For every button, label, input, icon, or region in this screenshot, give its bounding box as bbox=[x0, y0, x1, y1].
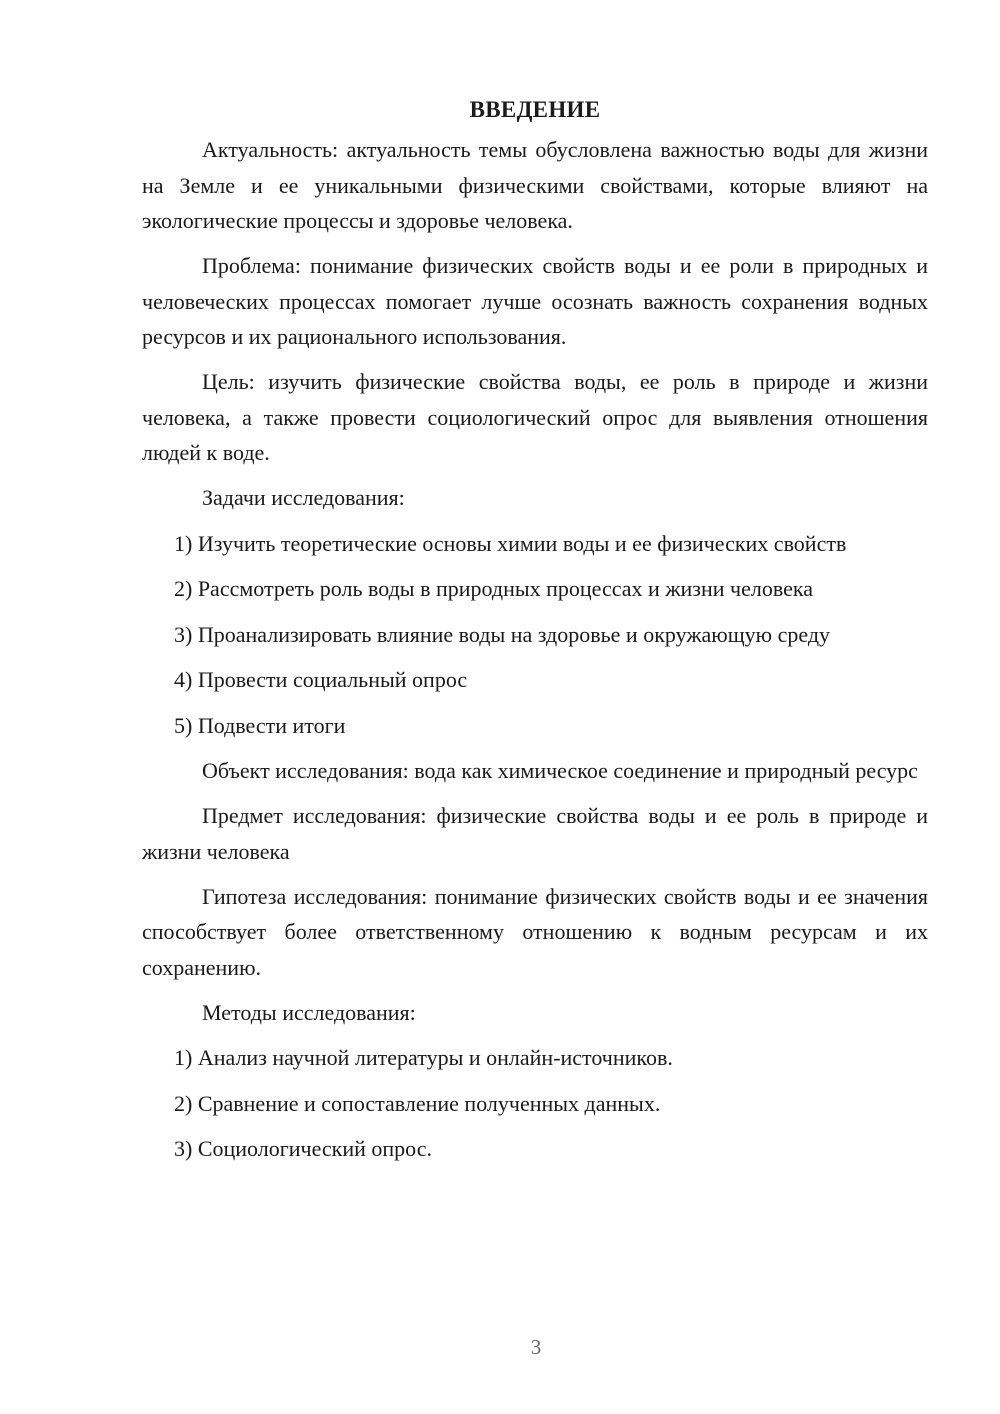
tasks-label: Задачи исследования: bbox=[202, 485, 405, 510]
methods-list bbox=[142, 1040, 928, 1167]
section-heading: ВВЕДЕНИЕ bbox=[469, 97, 601, 122]
methods-label: Методы исследования: bbox=[202, 999, 416, 1025]
page-number: 3 bbox=[530, 1335, 542, 1359]
list-item: 5) Подвести итоги bbox=[174, 712, 346, 738]
relevance-paragraph: Актуальность: актуальность темы обусловлена важностью воды для жизни на Земле и ее уникальными физическими свойствами, которые влияют на экологические процессы и здоровье человека. bbox=[142, 137, 928, 233]
list-item: 3) Социологический опрос. bbox=[174, 1136, 432, 1161]
list-item: 3) Проанализировать влияние воды на здоровье и окружающую среду bbox=[174, 621, 831, 647]
goal-paragraph: Цель: изучить физические свойства воды, ее роль в природе и жизни человека, а также провести социологический опрос для выявления отношения людей к воде. bbox=[142, 369, 928, 465]
list-item: 1) Изучить теоретические основы химии воды и ее физических свойств bbox=[174, 530, 847, 556]
hypothesis-paragraph: Гипотеза исследования: понимание физических свойств воды и ее значения способствует более ответственному отношению к водным ресурсам и их сохранению. bbox=[142, 883, 928, 980]
list-item: 1) Анализ научной литературы и онлайн-источников. bbox=[174, 1045, 673, 1070]
object-paragraph: Объект исследования: вода как химическое соединение и природный ресурс bbox=[202, 758, 918, 783]
tasks-list bbox=[142, 526, 928, 744]
problem-paragraph: Проблема: понимание физических свойств воды и ее роли в природных и человеческих процессах помогает лучше осознать важность сохранения водных ресурсов и их рационального использования. bbox=[142, 253, 928, 349]
subject-paragraph: Предмет исследования: физические свойства воды и ее роль в природе и жизни человека bbox=[142, 803, 928, 864]
document-page bbox=[142, 92, 928, 1177]
list-item: 2) Рассмотреть роль воды в природных процессах и жизни человека bbox=[174, 576, 813, 601]
list-item: 4) Провести социальный опрос bbox=[174, 667, 468, 692]
list-item: 2) Сравнение и сопоставление полученных данных. bbox=[174, 1090, 661, 1116]
